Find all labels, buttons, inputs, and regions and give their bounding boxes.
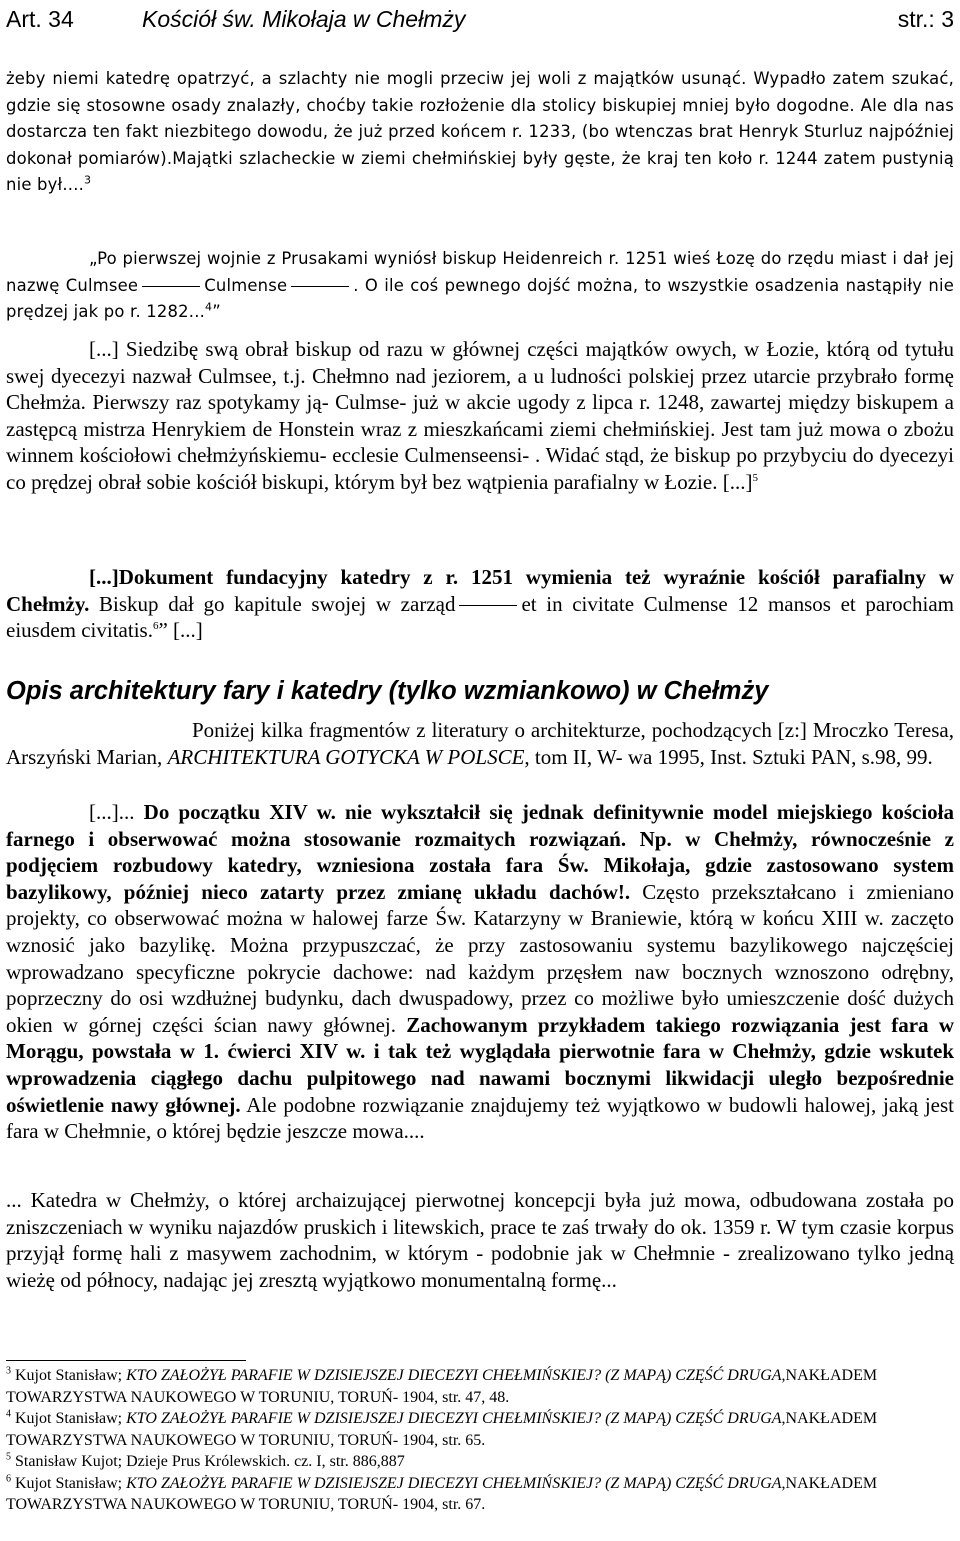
- p1-bold: Do początku XIV w. nie wykształcił się jednak definitywnie model miejskiego kościoła farnego i obserwować można stosowanie rozmaitych rozwiązań. Np. w Chełmży, równocześnie z podjęciem rozbudowy katedry, wzniesiona została fara Św. Mikołaja, gdzie zastosowano system bazylikowy, później nieco zatarty przez zmianę układu dachów!.: [6, 800, 954, 904]
- book-title: ARCHITEKTURA GOTYCKA W POLSCE: [167, 744, 525, 769]
- em-dash: [459, 605, 517, 606]
- footnote-title: KTO ZAŁOŻYŁ PARAFIE W DZISIEJSZEJ DIECEZYI CHEŁMIŃSKIEJ? (Z MAPĄ) CZĘŚĆ DRUGA: [126, 1474, 782, 1492]
- footnote-4: [6, 1408, 954, 1451]
- p1-start: [...]...: [89, 800, 144, 824]
- footnote-title: KTO ZAŁOŻYŁ PARAFIE W DZISIEJSZEJ DIECEZYI CHEŁMIŃSKIEJ? (Z MAPĄ) CZĘŚĆ DRUGA: [126, 1367, 782, 1384]
- section-intro-a: Poniżej kilka fragmentów z literatury o architekturze, pochodzących [z:] Mroczko Teresa, Arszyński Marian,: [6, 718, 954, 769]
- footnote-separator: [6, 1360, 246, 1361]
- quote-paragraph: [6, 246, 954, 326]
- footnote-publisher: ,NAKŁADEM TOWARZYSTWA NAUKOWEGO W TORUNIU, TORUŃ- 1904, str. 47, 48.: [6, 1367, 878, 1406]
- footnote-publisher: ,NAKŁADEM TOWARZYSTWA NAUKOWEGO W TORUNIU, TORUŃ- 1904, str. 65.: [6, 1410, 878, 1449]
- footnote-author: Kujot Stanisław;: [11, 1367, 127, 1384]
- section-intro-b: , tom II, W- wa 1995, Inst. Sztuki PAN, s.98, 99.: [524, 744, 933, 769]
- para3-text2: et in civitate Culmense 12 mansos et parochiam eiusdem civitatis.: [6, 591, 954, 643]
- quote-close: ”: [212, 302, 221, 322]
- intro-paragraph: [6, 66, 954, 199]
- section-heading: Opis architektury fary i katedry (tylko wzmiankowo) w Chełmży: [6, 677, 769, 705]
- footnote-ref-3[interactable]: 3: [84, 173, 92, 187]
- em-dash: [291, 286, 349, 287]
- footnote-author: Kujot Stanisław;: [11, 1474, 127, 1492]
- body-paragraph-3: [6, 564, 954, 644]
- section-intro: [6, 717, 954, 770]
- quote-text-a: „Po pierwszej wojnie z Prusakami wyniósł biskup Heidenreich r. 1251 wieś Łozę do rzędu miast i dał jej nazwę Culmsee: [6, 249, 954, 295]
- footnote-text: Stanisław Kujot; Dzieje Prus Królewskich. cz. I, str. 886,887: [11, 1453, 405, 1470]
- para3-text1: Biskup dał go kapitule swojej w zarząd: [89, 591, 456, 616]
- footnote-number: 6: [6, 1473, 11, 1485]
- para2-text: [...] Siedzibę swą obrał biskup od razu w głównej części majątków owych, w Łozie, którą od tytułu swej dyecezyi nazwał Culmsee, t.j. Chełmno nad jeziorem, a u ludności polskiej przez utarcie przybrało formę Chełmża. Pierwszy raz spotykamy ją- Culmse- już w akcie ugody z lipca r. 1248, zawartej między biskupem a zastępcą mistrza Henrykiem de Honstein wraz z mieszkańcami ziemi chełmińskiej. Jest tam już mowa o zbożu winnem kościołowi chełmżyńskiemu- ecclesie Culmenseensi- . Widać stąd, że biskup po przybyciu do dyecezyi co prędzej obrał sobie kościół biskupi, którym był bez wątpienia parafialny w Łozie. [...]: [6, 337, 954, 494]
- footnote-ref-6[interactable]: 6: [152, 620, 159, 633]
- footnote-publisher: ,NAKŁADEM TOWARZYSTWA NAUKOWEGO W TORUNIU, TORUŃ- 1904, str. 67.: [6, 1474, 878, 1513]
- p2-text: ... Katedra w Chełmży, o której archaizującej pierwotnej koncepcji była już mowa, odbudowana została po zniszczeniach w wyniku najazdów pruskich i litewskich, prace te zaś trwały do ok. 1359 r. W tym czasie korpus przyjął formę hali z masywem zachodnim, w którym - podobnie jak w Chełmnie - zrealizowano tylko jedną wieżę od północy, nadając jej zresztą wyjątkowo monumentalną formę...: [6, 1188, 954, 1292]
- p1-bold2: Zachowanym przykładem takiego rozwiązania jest fara w Morągu, powstała w 1. ćwierci XIV w. i tak też wyglądała pierwotnie fara w Chełmży, gdzie wskutek wprowadzenia ciągłego dachu pulpitowego nad nawami bocznymi likwidacji uległo bezpośrednie oświetlenie nawy głównej.: [6, 1012, 954, 1117]
- footnote-number: 3: [6, 1365, 11, 1377]
- article-number: Art. 34: [6, 6, 74, 32]
- footnote-3: [6, 1365, 954, 1408]
- body-paragraph-2: [6, 336, 954, 496]
- header-title: Kościół św. Mikołaja w Chełmży: [142, 6, 466, 32]
- page-number: str.: 3: [897, 6, 954, 32]
- footnote-author: Kujot Stanisław;: [11, 1410, 127, 1427]
- p1-end: Ale podobne rozwiązanie znajdujemy też wyjątkowo w budowli halowej, jaką jest fara w Chełmnie, o której będzie jeszcze mowa....: [6, 1092, 954, 1144]
- footnote-5: [6, 1451, 954, 1473]
- page-header: [6, 4, 954, 34]
- section-paragraph-2: [6, 1187, 954, 1293]
- section-paragraph-1: [6, 799, 954, 1145]
- footnote-number: 4: [6, 1408, 11, 1420]
- em-dash: [142, 286, 200, 287]
- intro-text: żeby niemi katedrę opatrzyć, a szlachty nie mogli przeciw jej woli z majątków usunąć. Wypadło zatem szukać, gdzie się stosowne osady znalazły, choćby takie rozłożenie dla stolicy biskupiej mniej było dogodne. Ale dla nas dostarcza ten fakt niezbitego dowodu, że już przed końcem r. 1233, (bo wtenczas brat Henryk Sturluz najpóźniej dokonał pomiarów).Majątki szlacheckie w ziemi chełmińskiej były gęste, że kraj ten koło r. 1244 zatem pustynią nie był....: [6, 69, 954, 195]
- para3-text3: ” [...]: [158, 618, 203, 643]
- quote-text-b: Culmense: [204, 275, 288, 295]
- footnote-number: 5: [6, 1451, 11, 1463]
- p1-text: Często przekształcano i zmieniano projekty, co obserwować można w halowej farze Św. Katarzyny w Braniewie, którą w końcu XIII w. zaczęto wznosić jako bazylikę. Można przypuszczać, że przy zastosowaniu systemu bazylikowego najczęściej wprowadzano specyficzne pokrycie dachowe: nad każdym przęsłem naw bocznych wznoszono odrębny, poprzeczny do osi wzdłużnej budynku, dach dwuspadowy, przez co możliwe było umieszczenie dość dużych okien w górnej części ścian nawy głównej.: [6, 879, 954, 1037]
- footnote-ref-5[interactable]: 5: [752, 471, 758, 484]
- para3-bold: [...]Dokument fundacyjny katedry z r. 1251 wymienia też wyraźnie kościół parafialny w Chełmży.: [6, 565, 954, 616]
- footnote-6: [6, 1473, 954, 1516]
- footnotes: [6, 1365, 954, 1516]
- quote-text-c: . O ile coś pewnego dojść można, to wszystkie osadzenia nastąpiły nie prędzej jak po r. 1282...: [6, 275, 955, 322]
- footnote-title: KTO ZAŁOŻYŁ PARAFIE W DZISIEJSZEJ DIECEZYI CHEŁMIŃSKIEJ? (Z MAPĄ) CZĘŚĆ DRUGA: [126, 1410, 782, 1427]
- footnote-ref-4[interactable]: 4: [205, 300, 213, 314]
